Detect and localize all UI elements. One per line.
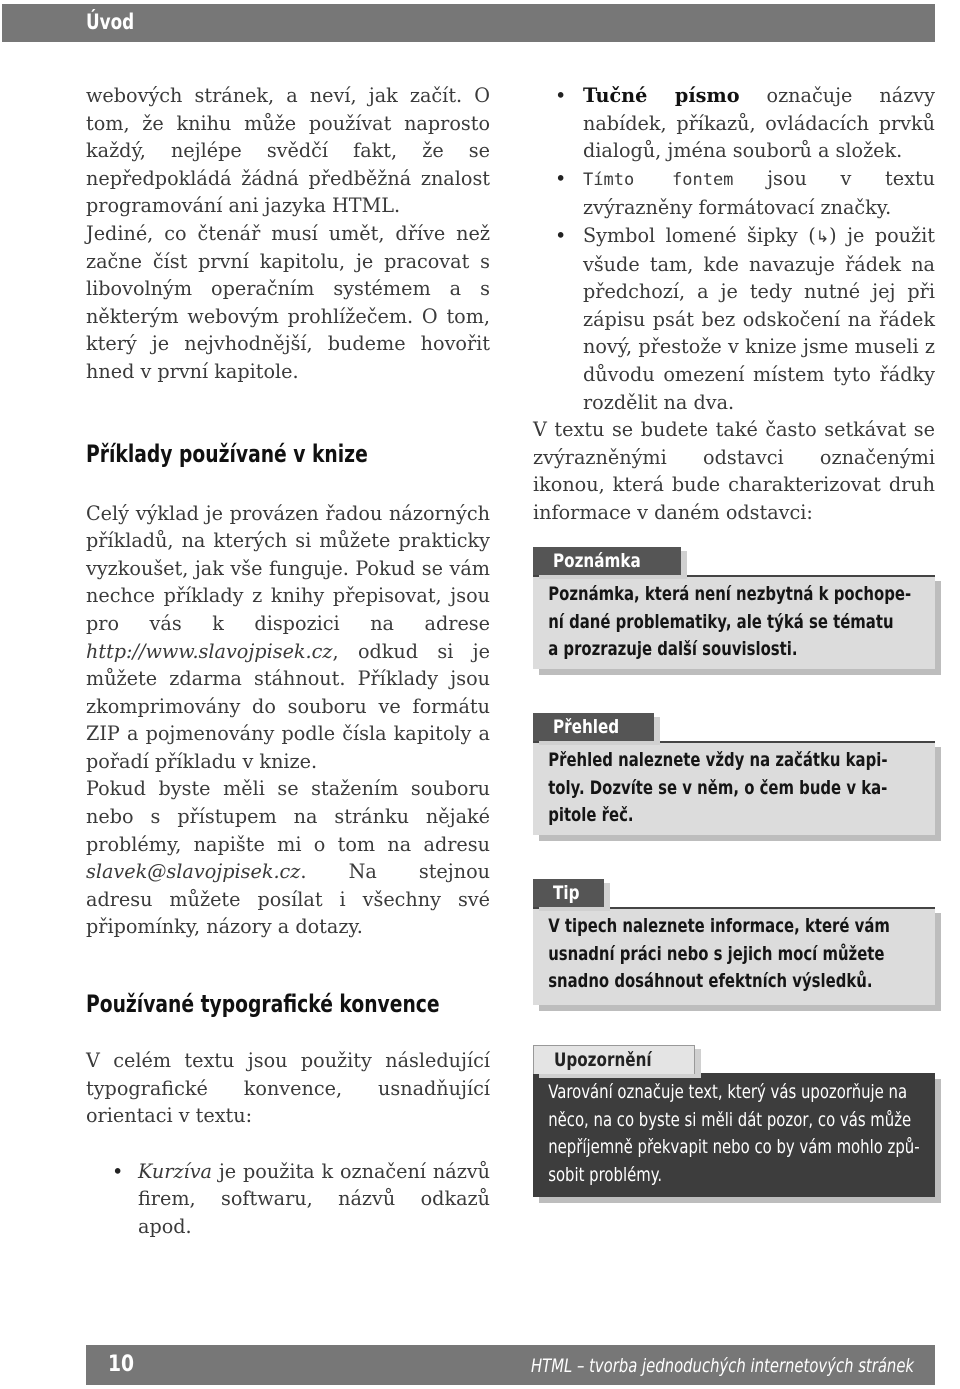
paragraph-examples: Celý výklad je provázen řadou názorných příkladů, na kterých si můžete prakticky vyzkoušet, jak vše funguje. Pokud se vám nechce příklady z knihy přepisovat, jsou pro vás k dispozici na adrese http://www.slavojpisek.cz, odkud si je můžete zdarma stáhnout. Příklady jsou zkomprimovány do souboru ve formátu ZIP a pojmenovány podle čísla kapitoly a pořadí příkladu v knize. [86,501,490,773]
section-heading-conventions: Používané typografické konvence [86,990,440,1019]
warning-body: Varování označuje text, který vás upozorňuje na něco, na co byste si měli dát pozor, co vás může nepříjemně překvapit nebo co by vám mohlo způ- sobit problémy. [533,1073,935,1197]
paragraph: V celém textu jsou použity následující typografické konvence, usnadňující orientaci v textu: [86,1049,490,1128]
paragraph: webových stránek, a neví, jak začít. O tom, že knihu může používat naprosto každý, nejlépe svědčí fakt, že se nepředpokládá žádná předběžná znalost programování ani jazyka HTML. [86,84,490,218]
running-footer-title: HTML – tvorba jednoduchých internetových stránek [531,1355,914,1377]
conventions-list [533,82,935,416]
conventions-list [92,1158,490,1241]
list-item: • Tímto fontem jsou v textu zvýrazněny formátovací značky. [533,165,935,222]
url-link[interactable]: http://www.slavojpisek.cz [86,639,333,663]
tip-label: Tip [533,879,604,907]
continuation-arrow-icon: ↳ [815,226,830,246]
section-heading-examples: Příklady používané v knize [86,439,368,468]
list-item: • Tučné písmo označuje názvy nabídek, příkazů, ovládacích prvků dialogů, jména souborů a složek. [533,82,935,165]
email-link[interactable]: slavek@slavojpisek.cz [86,860,301,884]
overview-label: Přehled [533,713,654,741]
overview-body: Přehled naleznete vždy na začátku kapi- toly. Dozvíte se v něm, o čem bude v ka- pitole řeč. [533,741,935,835]
left-column [86,82,490,1241]
list-item: • Symbol lomené šipky (↳) je použit všude tam, kde navazuje řádek na předchozí, a je tedy nutné jej při zápisu psát bez odskočení na řádek nový, přestože v knize jsme museli z důvodu omezení místem tyto řádky rozdělit na dva. [533,222,935,416]
header-bar [2,4,935,42]
list-item: • Kurzíva je použita k označení názvů firem, softwaru, názvů odkazů apod. [92,1158,490,1241]
warning-label: Upozornění [533,1045,695,1074]
right-column [533,82,935,527]
page-number: 10 [108,1352,135,1377]
paragraph-contact: Pokud byste měli se stažením souboru nebo s přístupem na stránku nějaké problémy, napište mi o tom na adresu slavek@slavojpisek.cz. Na stejnou adresu můžete posílat i všechny své připomínky, názory a dotazy. [86,777,490,939]
tip-body: V tipech naleznete informace, které vám usnadní práci nebo s jejich mocí můžete snadno dosáhnout efektních výsledků. [533,907,935,1005]
paragraph: Jediné, co čtenář musí umět, dříve než začne číst první kapitolu, je pracovat s libovolným operačním systémem a s některým webovým prohlížečem. O tom, který je nejvhodnější, budeme hovořit hned v první kapitole. [86,221,490,383]
note-body: Poznámka, která není nezbytná k pochope- ní dané problematiky, ale týká se tématu a prozrazuje další souvislosti. [533,575,935,669]
chapter-title: Úvod [86,10,135,34]
note-label: Poznámka [533,547,681,575]
paragraph: V textu se budete také často setkávat se zvýrazněnými odstavci označenými ikonou, která bude charakterizovat druh informace v daném odstavci: [533,418,935,524]
